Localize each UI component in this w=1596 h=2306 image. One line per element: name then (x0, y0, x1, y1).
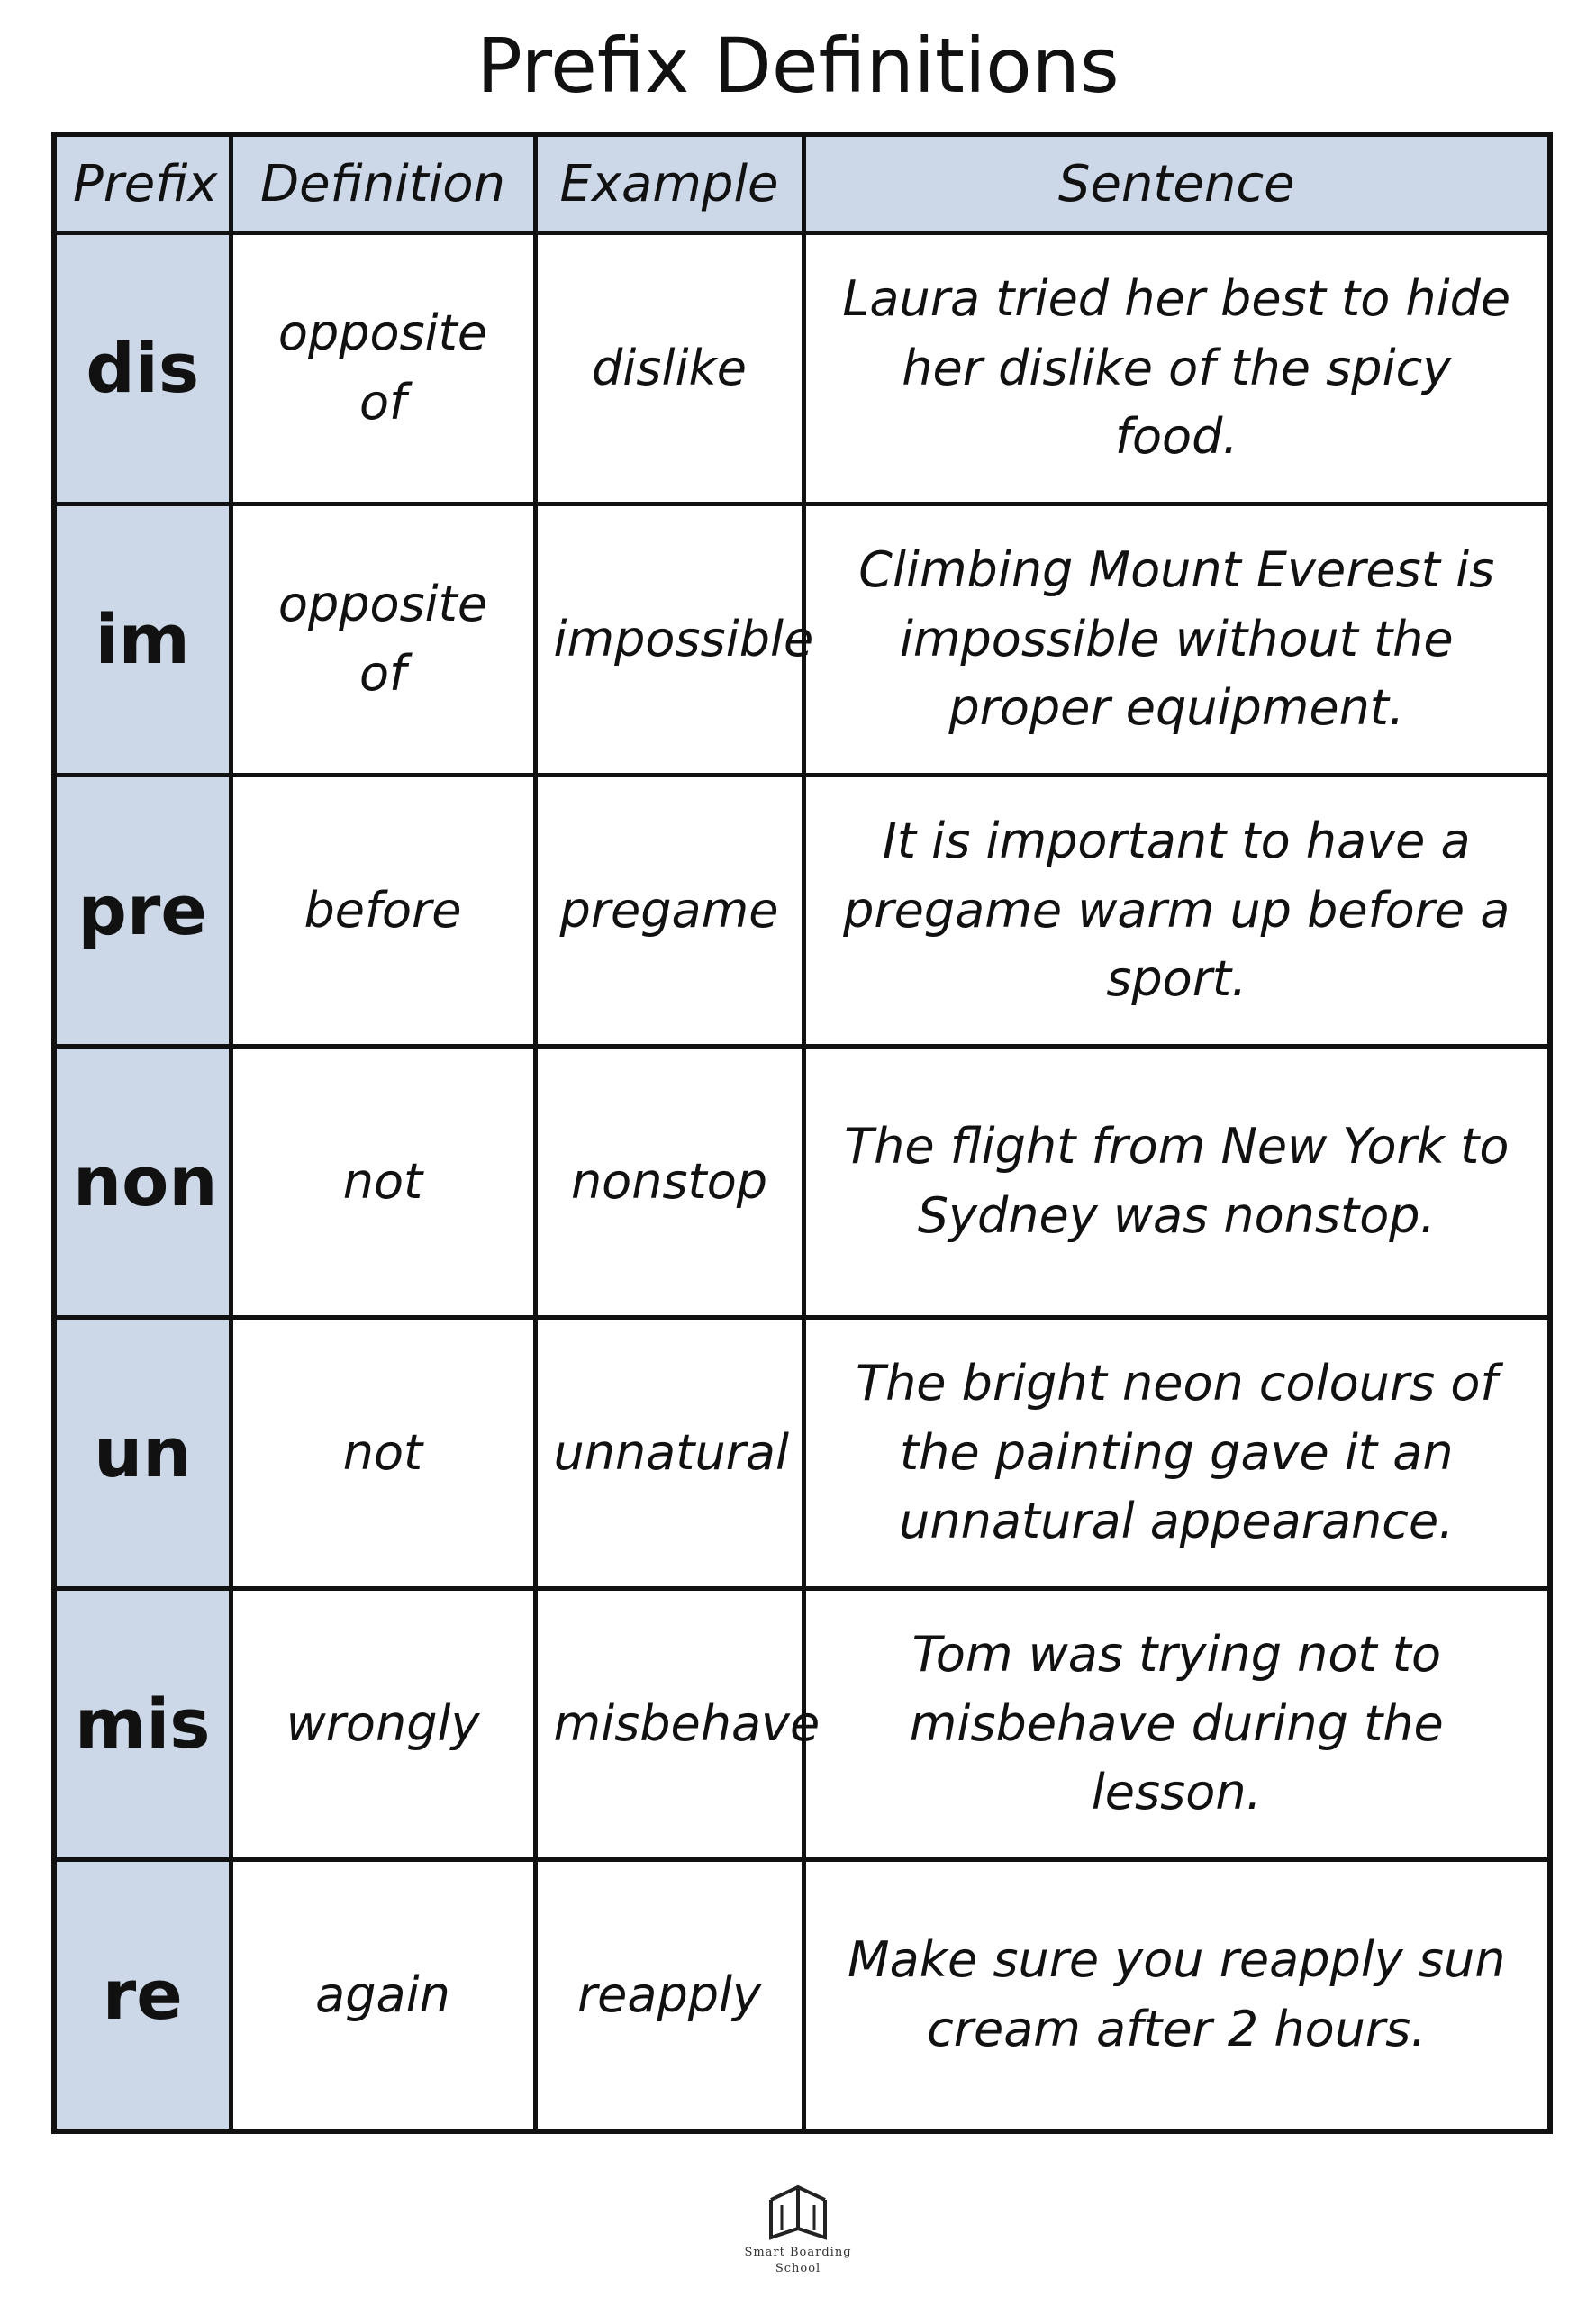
prefix-cell: dis (54, 233, 231, 504)
definition-cell: wrongly (231, 1589, 535, 1860)
example-cell: dislike (535, 233, 803, 504)
table-row (54, 233, 1550, 504)
definition-cell: before (231, 776, 535, 1047)
prefix-cell: un (54, 1318, 231, 1589)
book-icon (735, 2182, 861, 2245)
prefix-cell: non (54, 1047, 231, 1318)
prefix-table (51, 132, 1553, 2134)
prefix-cell: re (54, 1860, 231, 2132)
sentence-cell: Tom was trying not to misbehave during the lesson. (803, 1589, 1550, 1860)
table-row (54, 1860, 1550, 2132)
prefix-cell: im (54, 504, 231, 776)
header-sentence: Sentence (803, 134, 1550, 233)
header-example: Example (535, 134, 803, 233)
example-cell: pregame (535, 776, 803, 1047)
sentence-cell: The flight from New York to Sydney was nonstop. (803, 1047, 1550, 1318)
school-logo (735, 2182, 861, 2277)
logo-text-line1: Smart Boarding (744, 2246, 852, 2259)
table-row (54, 776, 1550, 1047)
sentence-cell: Make sure you reapply sun cream after 2 hours. (803, 1860, 1550, 2132)
table-header-row (54, 134, 1550, 233)
example-cell: reapply (535, 1860, 803, 2132)
table-row (54, 1318, 1550, 1589)
header-definition: Definition (231, 134, 535, 233)
definition-cell: opposite of (231, 504, 535, 776)
header-prefix: Prefix (54, 134, 231, 233)
example-cell: unnatural (535, 1318, 803, 1589)
table-row (54, 1047, 1550, 1318)
sentence-cell: It is important to have a pregame warm up before a sport. (803, 776, 1550, 1047)
example-cell: impossible (535, 504, 803, 776)
logo-text-line2: School (775, 2262, 821, 2275)
page-title: Prefix Definitions (476, 22, 1120, 110)
definition-cell: again (231, 1860, 535, 2132)
example-cell: nonstop (535, 1047, 803, 1318)
sentence-cell: The bright neon colours of the painting gave it an unnatural appearance. (803, 1318, 1550, 1589)
table-row (54, 504, 1550, 776)
sentence-cell: Climbing Mount Everest is impossible without the proper equipment. (803, 504, 1550, 776)
table-row (54, 1589, 1550, 1860)
prefix-cell: mis (54, 1589, 231, 1860)
definition-cell: not (231, 1047, 535, 1318)
prefix-cell: pre (54, 776, 231, 1047)
definition-cell: opposite of (231, 233, 535, 504)
sentence-cell: Laura tried her best to hide her dislike of the spicy food. (803, 233, 1550, 504)
example-cell: misbehave (535, 1589, 803, 1860)
definition-cell: not (231, 1318, 535, 1589)
